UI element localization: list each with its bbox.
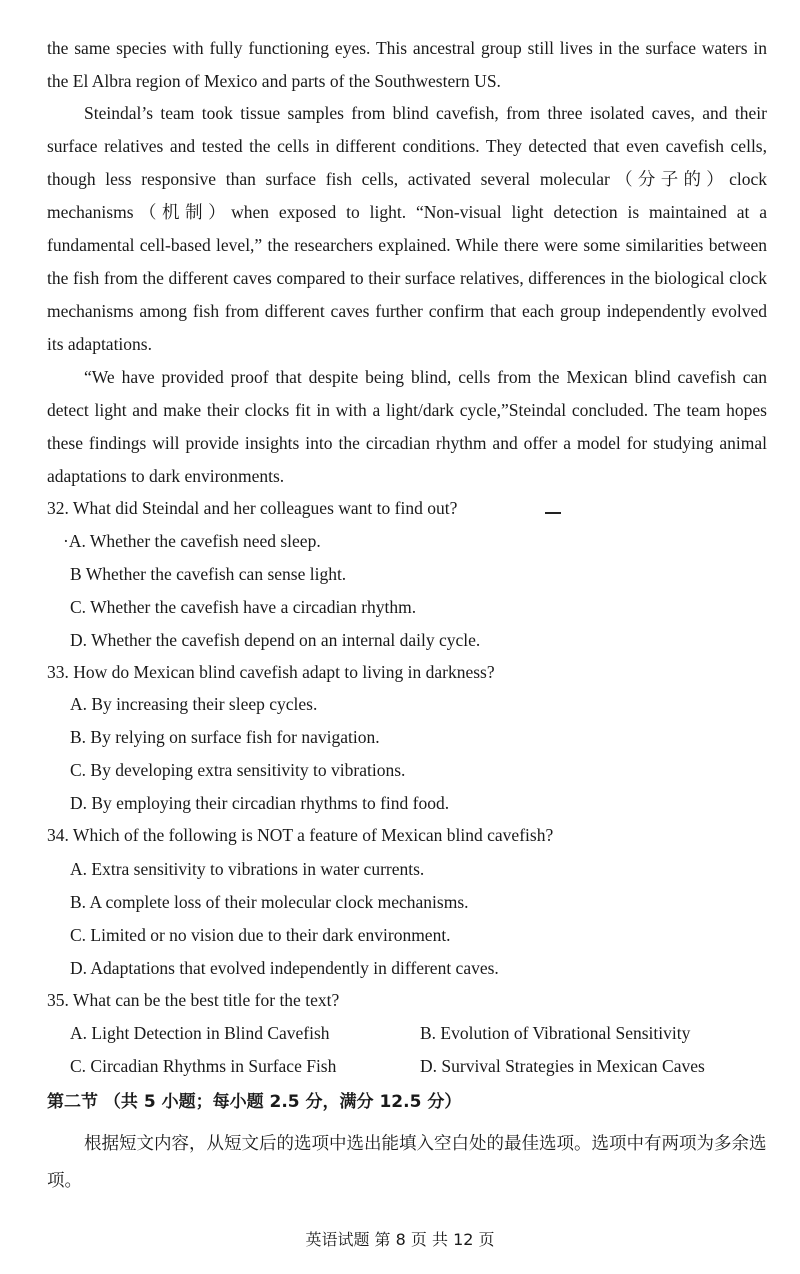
question-35-option-d: D. Survival Strategies in Mexican Caves — [420, 1056, 705, 1076]
question-33-option-d: D. By employing their circadian rhythms to find food. — [70, 793, 450, 813]
question-34-option-c: C. Limited or no vision due to their dark environment. — [70, 925, 451, 945]
question-32-option-c: C. Whether the cavefish have a circadian rhythm. — [70, 597, 417, 617]
question-33-stem: 33. How do Mexican blind cavefish adapt to living in darkness? — [47, 662, 495, 682]
passage-paragraph-2: Steindal’s team took tissue samples from blind cavefish, from three isolated caves, and their surface relatives and tested the cells in different conditions. They detected that even cavefish cells, though less responsive than surface fish cells, activated several molecular（分子的）clock mechanisms（机制）when exposed to light. “Non-visual light detection is maintained at a fundamental cell-based level,” the researchers explained. While there were some similarities between the fish from the different caves compared to their surface relatives, differences in the biological clock mechanisms among fish from different caves further confirm that each group independently evolved its adaptations. — [47, 103, 767, 354]
section-2-heading: 第二节 （共 5 小题；每小题 2.5 分，满分 12.5 分） — [47, 1092, 462, 1112]
passage-paragraph-3: “We have provided proof that despite being blind, cells from the Mexican blind cavefish can detect light and make their clocks fit in with a light/dark cycle,”Steindal concluded. The team hopes these findings will provide insights into the circadian rhythm and offer a model for studying animal adaptations to dark environments. — [47, 367, 767, 486]
question-34-option-d: D. Adaptations that evolved independently in different caves. — [70, 958, 499, 978]
question-34-option-b: B. A complete loss of their molecular clock mechanisms. — [70, 892, 469, 912]
pen-mark — [545, 512, 561, 514]
question-33-option-a: A. By increasing their sleep cycles. — [70, 694, 318, 714]
question-34-stem: 34. Which of the following is NOT a feature of Mexican blind cavefish? — [47, 825, 554, 845]
question-34-option-a: A. Extra sensitivity to vibrations in water currents. — [70, 859, 425, 879]
question-32-option-a: ·A. Whether the cavefish need sleep. — [63, 531, 321, 551]
question-35-option-a: A. Light Detection in Blind Cavefish — [70, 1023, 330, 1043]
question-35-stem: 35. What can be the best title for the text? — [47, 990, 340, 1010]
question-33-option-b: B. By relying on surface fish for navigation. — [70, 727, 380, 747]
question-32-option-d: D. Whether the cavefish depend on an internal daily cycle. — [70, 630, 481, 650]
question-33-option-c: C. By developing extra sensitivity to vibrations. — [70, 760, 406, 780]
section-2-instruction: 根据短文内容，从短文后的选项中选出能填入空白处的最佳选项。选项中有两项为多余选项。 — [47, 1134, 767, 1191]
question-32-stem: 32. What did Steindal and her colleagues want to find out? — [47, 498, 458, 518]
question-32-option-b: B Whether the cavefish can sense light. — [70, 564, 347, 584]
passage-paragraph-1-end: the same species with fully functioning eyes. This ancestral group still lives in the surface waters in the El Albra region of Mexico and parts of the Southwestern US. — [47, 38, 767, 91]
question-35-option-b: B. Evolution of Vibrational Sensitivity — [420, 1023, 691, 1043]
page-footer: 英语试题 第 8 页 共 12 页 — [305, 1230, 495, 1249]
question-35-option-c: C. Circadian Rhythms in Surface Fish — [70, 1056, 337, 1076]
